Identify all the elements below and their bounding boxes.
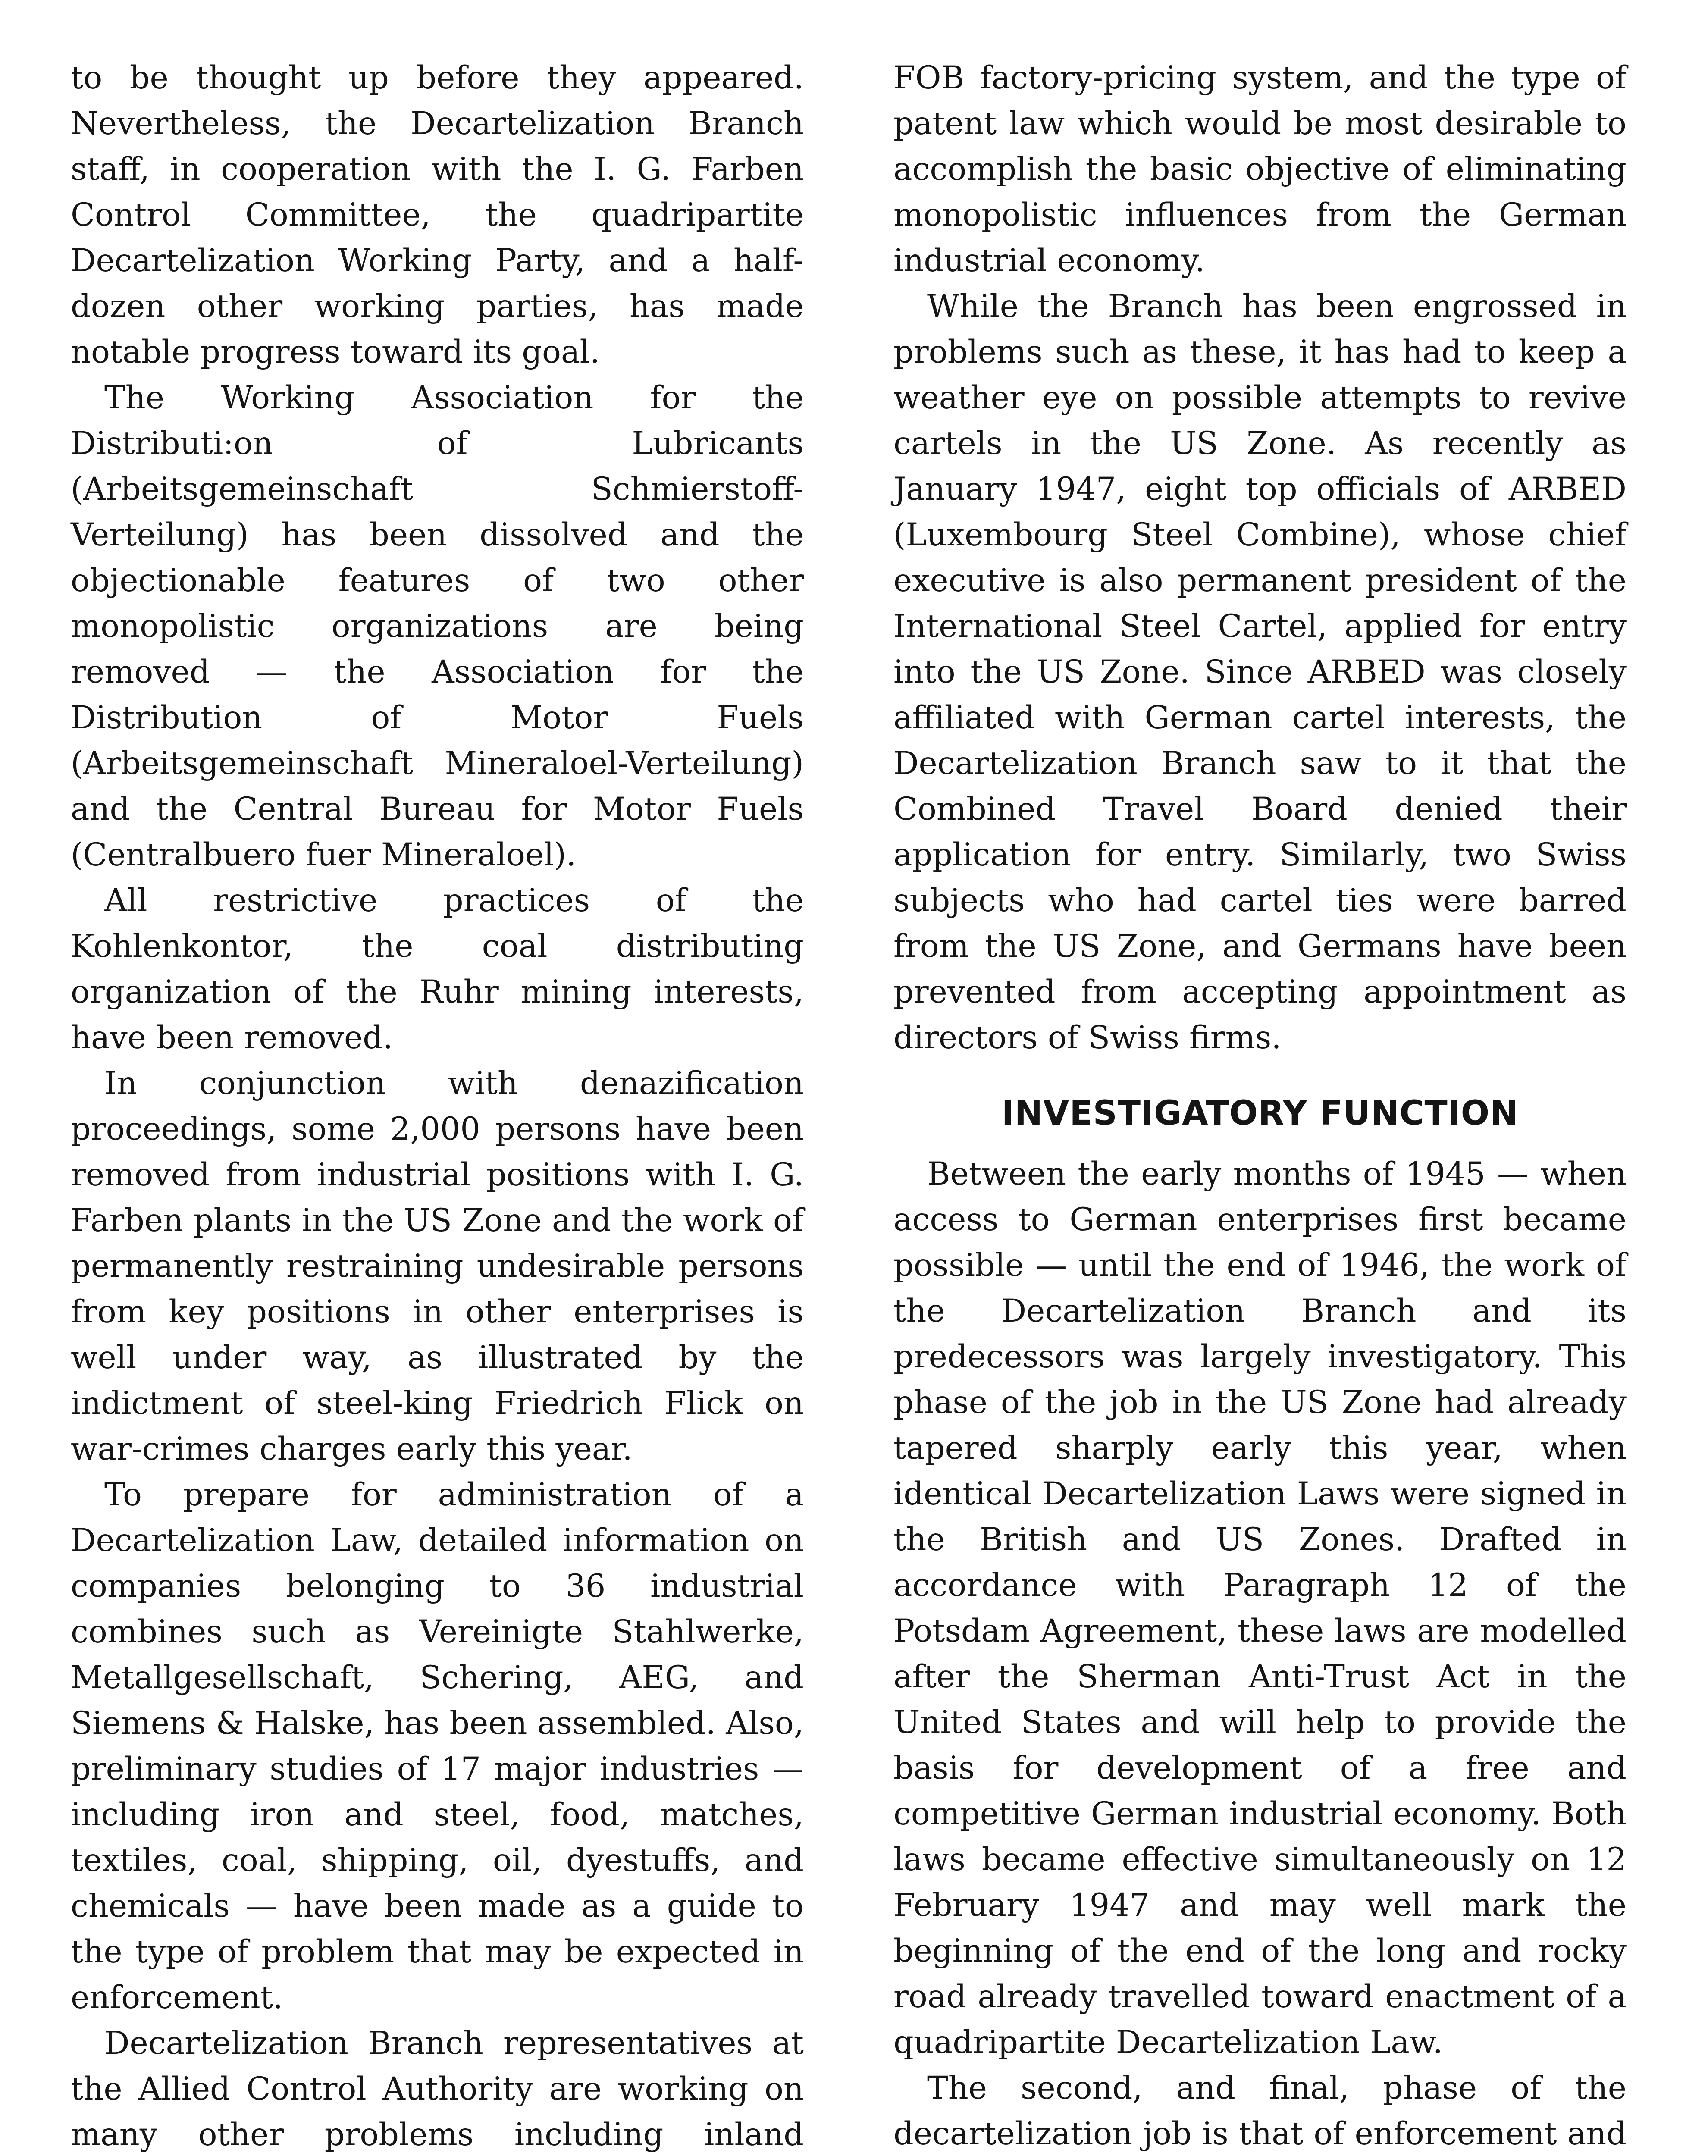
paragraph-cartel-revival: While the Branch has been engrossed in problems such as these, it has had to keep a weather eye on possible attempts to revive cartels in the US Zone. As recently as January 1947, eight top officials of ARBED (Luxembourg Steel Combine), whose chief executive is also permanent president of the International Steel Cartel, applied for entry into the US Zone. Since ARBED was closely affiliated with German cartel interests, the Decartelization Branch saw to it that the Combined Travel Board denied their application for entry. Similarly, two Swiss subjects who had cartel ties were barred from the US Zone, and Germans have been prevented from accepting appointment as directors of Swiss firms. [893, 288, 1627, 1056]
paragraph-decartelization-law-prep: To prepare for administration of a Decartelization Law, detailed information on companies belonging to 36 industrial combines such as Vereinigte Stahlwerke, Metallgesellschaft, Schering, AEG, and Siemens & Halske, has been assembled. Also, preliminary studies of 17 major industries — including iron and steel, food, matches, textiles, coal, shipping, oil, dyestuffs, and chemicals — have been made as a guide to the type of problem that may be expected in enforcement. [71, 1476, 804, 2016]
paragraph-lubricants: The Working Association for the Distributi:on of Lubricants (Arbeitsgemeinschaft Schmierstoff-Verteilung) has been dissolved and the objectionable features of two other monopolistic organizations are being removed — the Association for the Distribution of Motor Fuels (Arbeitsgemeinschaft Mineraloel-Verteilung) and the Central Bureau for Motor Fuels (Centralbuero fuer Mineraloel). [71, 379, 804, 873]
paragraph-allied-control-authority: Decartelization Branch representatives at the Allied Control Authority are working on many other problems including inland [71, 2025, 804, 2153]
paragraph-enforcement-phase: The second, and final, phase of the decartelization job is that of enforcement and [893, 2070, 1627, 2152]
paragraph-kohlenkontor: All restrictive practices of the Kohlenkontor, the coal distributing organization of the Ruhr mining interests, have been removed. [71, 882, 804, 1056]
left-column [71, 55, 804, 2156]
paragraph-investigatory-phase: Between the early months of 1945 — when access to German enterprises first became possible — until the end of 1946, the work of the Decartelization Branch and its predecessors was largely investigatory. This phase of the job in the US Zone had already tapered sharply early this year, when identical Decartelization Laws were signed in the British and US Zones. Drafted in accordance with Paragraph 12 of the Potsdam Agreement, these laws are modelled after the Sherman Anti-Trust Act in the United States and will help to provide the basis for development of a free and competitive German industrial economy. Both laws became effective simultaneously on 12 February 1947 and may well mark the beginning of the end of the long and rocky road already travelled toward enactment of a quadripartite Decartelization Law. [893, 1156, 1627, 2061]
paragraph-fob-continuation: FOB factory-pricing system, and the type of patent law which would be most desirable to accomplish the basic objective of eliminating monopolistic influences from the German industrial economy. [893, 60, 1627, 279]
paragraph-denazification: In conjunction with denazification proceedings, some 2,000 persons have been removed from industrial positions with I. G. Farben plants in the US Zone and the work of permanently restraining undesirable persons from key positions in other enterprises is well under way, as illustrated by the indictment of steel-king Friedrich Flick on war-crimes charges early this year. [71, 1065, 804, 1467]
section-heading: INVESTIGATORY FUNCTION [1001, 1094, 1519, 1133]
right-column [893, 55, 1627, 2156]
paragraph-continuation: to be thought up before they appeared. Nevertheless, the Decartelization Branch staff, in cooperation with the I. G. Farben Control Committee, the quadripartite Decartelization Working Party, and a half-dozen other working parties, has made notable progress toward its goal. [71, 60, 804, 370]
